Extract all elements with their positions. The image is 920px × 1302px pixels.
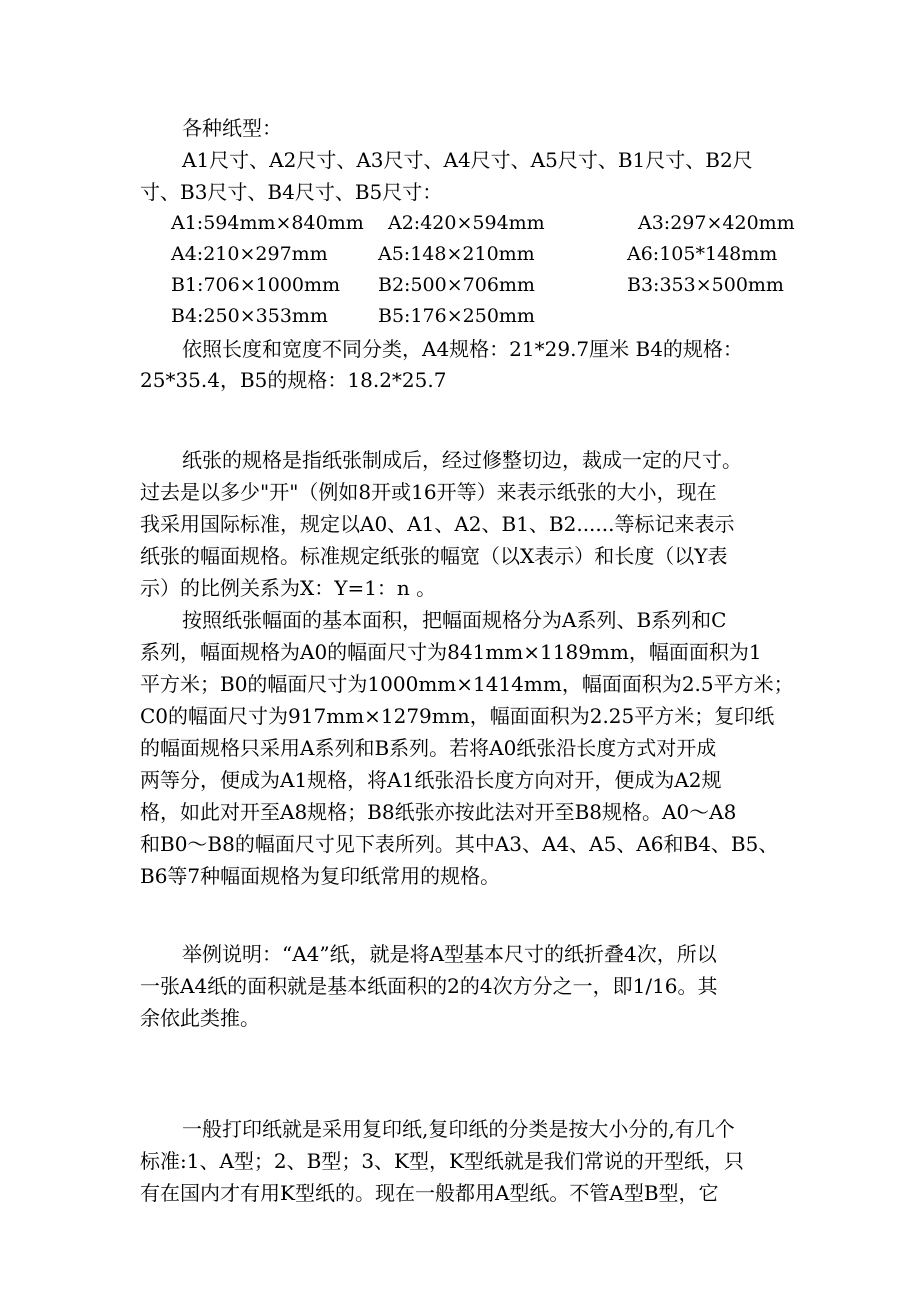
paragraph-line: 我采用国际标准，规定以A0、A1、A2、B1、B2......等标记来表示 xyxy=(140,512,735,536)
paragraph-line: 有在国内才有用K型纸的。现在一般都用A型纸。不管A型B型，它 xyxy=(140,1181,719,1205)
paragraph-line: A1尺寸、A2尺寸、A3尺寸、A4尺寸、A5尺寸、B1尺寸、B2尺 xyxy=(182,148,753,172)
paragraph-line: 举例说明：“A4”纸，就是将A型基本尺寸的纸折叠4次，所以 xyxy=(182,942,717,966)
paragraph-line: 标准:1、A型；2、B型；3、K型，K型纸就是我们常说的开型纸，只 xyxy=(140,1149,744,1173)
size-cell: B1:706×1000mm xyxy=(171,274,341,296)
paragraph-line: 系列，幅面规格为A0的幅面尺寸为841mm×1189mm，幅面面积为1 xyxy=(140,640,762,664)
paragraph-line: 纸张的规格是指纸张制成后，经过修整切边，裁成一定的尺寸。 xyxy=(182,448,742,472)
paragraph-line: 和B0～B8的幅面尺寸见下表所列。其中A3、A4、A5、A6和B4、B5、 xyxy=(140,832,779,856)
size-cell: A4:210×297mm xyxy=(171,243,328,265)
size-cell: B3:353×500mm xyxy=(627,274,784,296)
paragraph-line: 平方米；B0的幅面尺寸为1000mm×1414mm，幅面面积为2.5平方米； xyxy=(140,672,794,696)
size-cell: B5:176×250mm xyxy=(378,305,535,327)
size-cell: A5:148×210mm xyxy=(378,243,535,265)
size-cell: A3:297×420mm xyxy=(638,212,795,234)
paragraph-line: 的幅面规格只采用A系列和B系列。若将A0纸张沿长度方式对开成 xyxy=(140,736,717,760)
size-cell: A2:420×594mm xyxy=(388,212,545,234)
paragraph-line: 依照长度和宽度不同分类，A4规格：21*29.7厘米 B4的规格： xyxy=(182,337,743,361)
paragraph-line: 一张A4纸的面积就是基本纸面积的2的4次方分之一，即1/16。其 xyxy=(140,974,718,998)
section-title: 各种纸型： xyxy=(182,116,282,140)
paragraph-line: 25*35.4，B5的规格：18.2*25.7 xyxy=(140,368,447,392)
size-cell: B2:500×706mm xyxy=(378,274,535,296)
size-cell: A6:105*148mm xyxy=(627,243,778,265)
paragraph-line: B6等7种幅面规格为复印纸常用的规格。 xyxy=(140,864,501,888)
paragraph-line: 寸、B3尺寸、B4尺寸、B5尺寸： xyxy=(140,180,443,204)
paragraph-line: 两等分，便成为A1规格，将A1纸张沿长度方向对开，便成为A2规 xyxy=(140,768,722,792)
size-cell: A1:594mm×840mm xyxy=(171,212,364,234)
paragraph-line: C0的幅面尺寸为917mm×1279mm，幅面面积为2.25平方米；复印纸 xyxy=(140,704,775,728)
size-cell: B4:250×353mm xyxy=(171,305,328,327)
paragraph-line: 纸张的幅面规格。标准规定纸张的幅宽（以X表示）和长度（以Y表 xyxy=(140,544,728,568)
paragraph-line: 按照纸张幅面的基本面积，把幅面规格分为A系列、B系列和C xyxy=(182,608,727,632)
paragraph-line: 过去是以多少"开"（例如8开或16开等）来表示纸张的大小，现在 xyxy=(140,480,717,504)
paragraph-line: 示）的比例关系为X：Y=1：n 。 xyxy=(140,576,437,600)
paragraph-line: 一般打印纸就是采用复印纸,复印纸的分类是按大小分的,有几个 xyxy=(182,1117,735,1141)
paragraph-line: 余依此类推。 xyxy=(140,1006,260,1030)
paragraph-line: 格，如此对开至A8规格；B8纸张亦按此法对开至B8规格。A0～A8 xyxy=(140,800,737,824)
